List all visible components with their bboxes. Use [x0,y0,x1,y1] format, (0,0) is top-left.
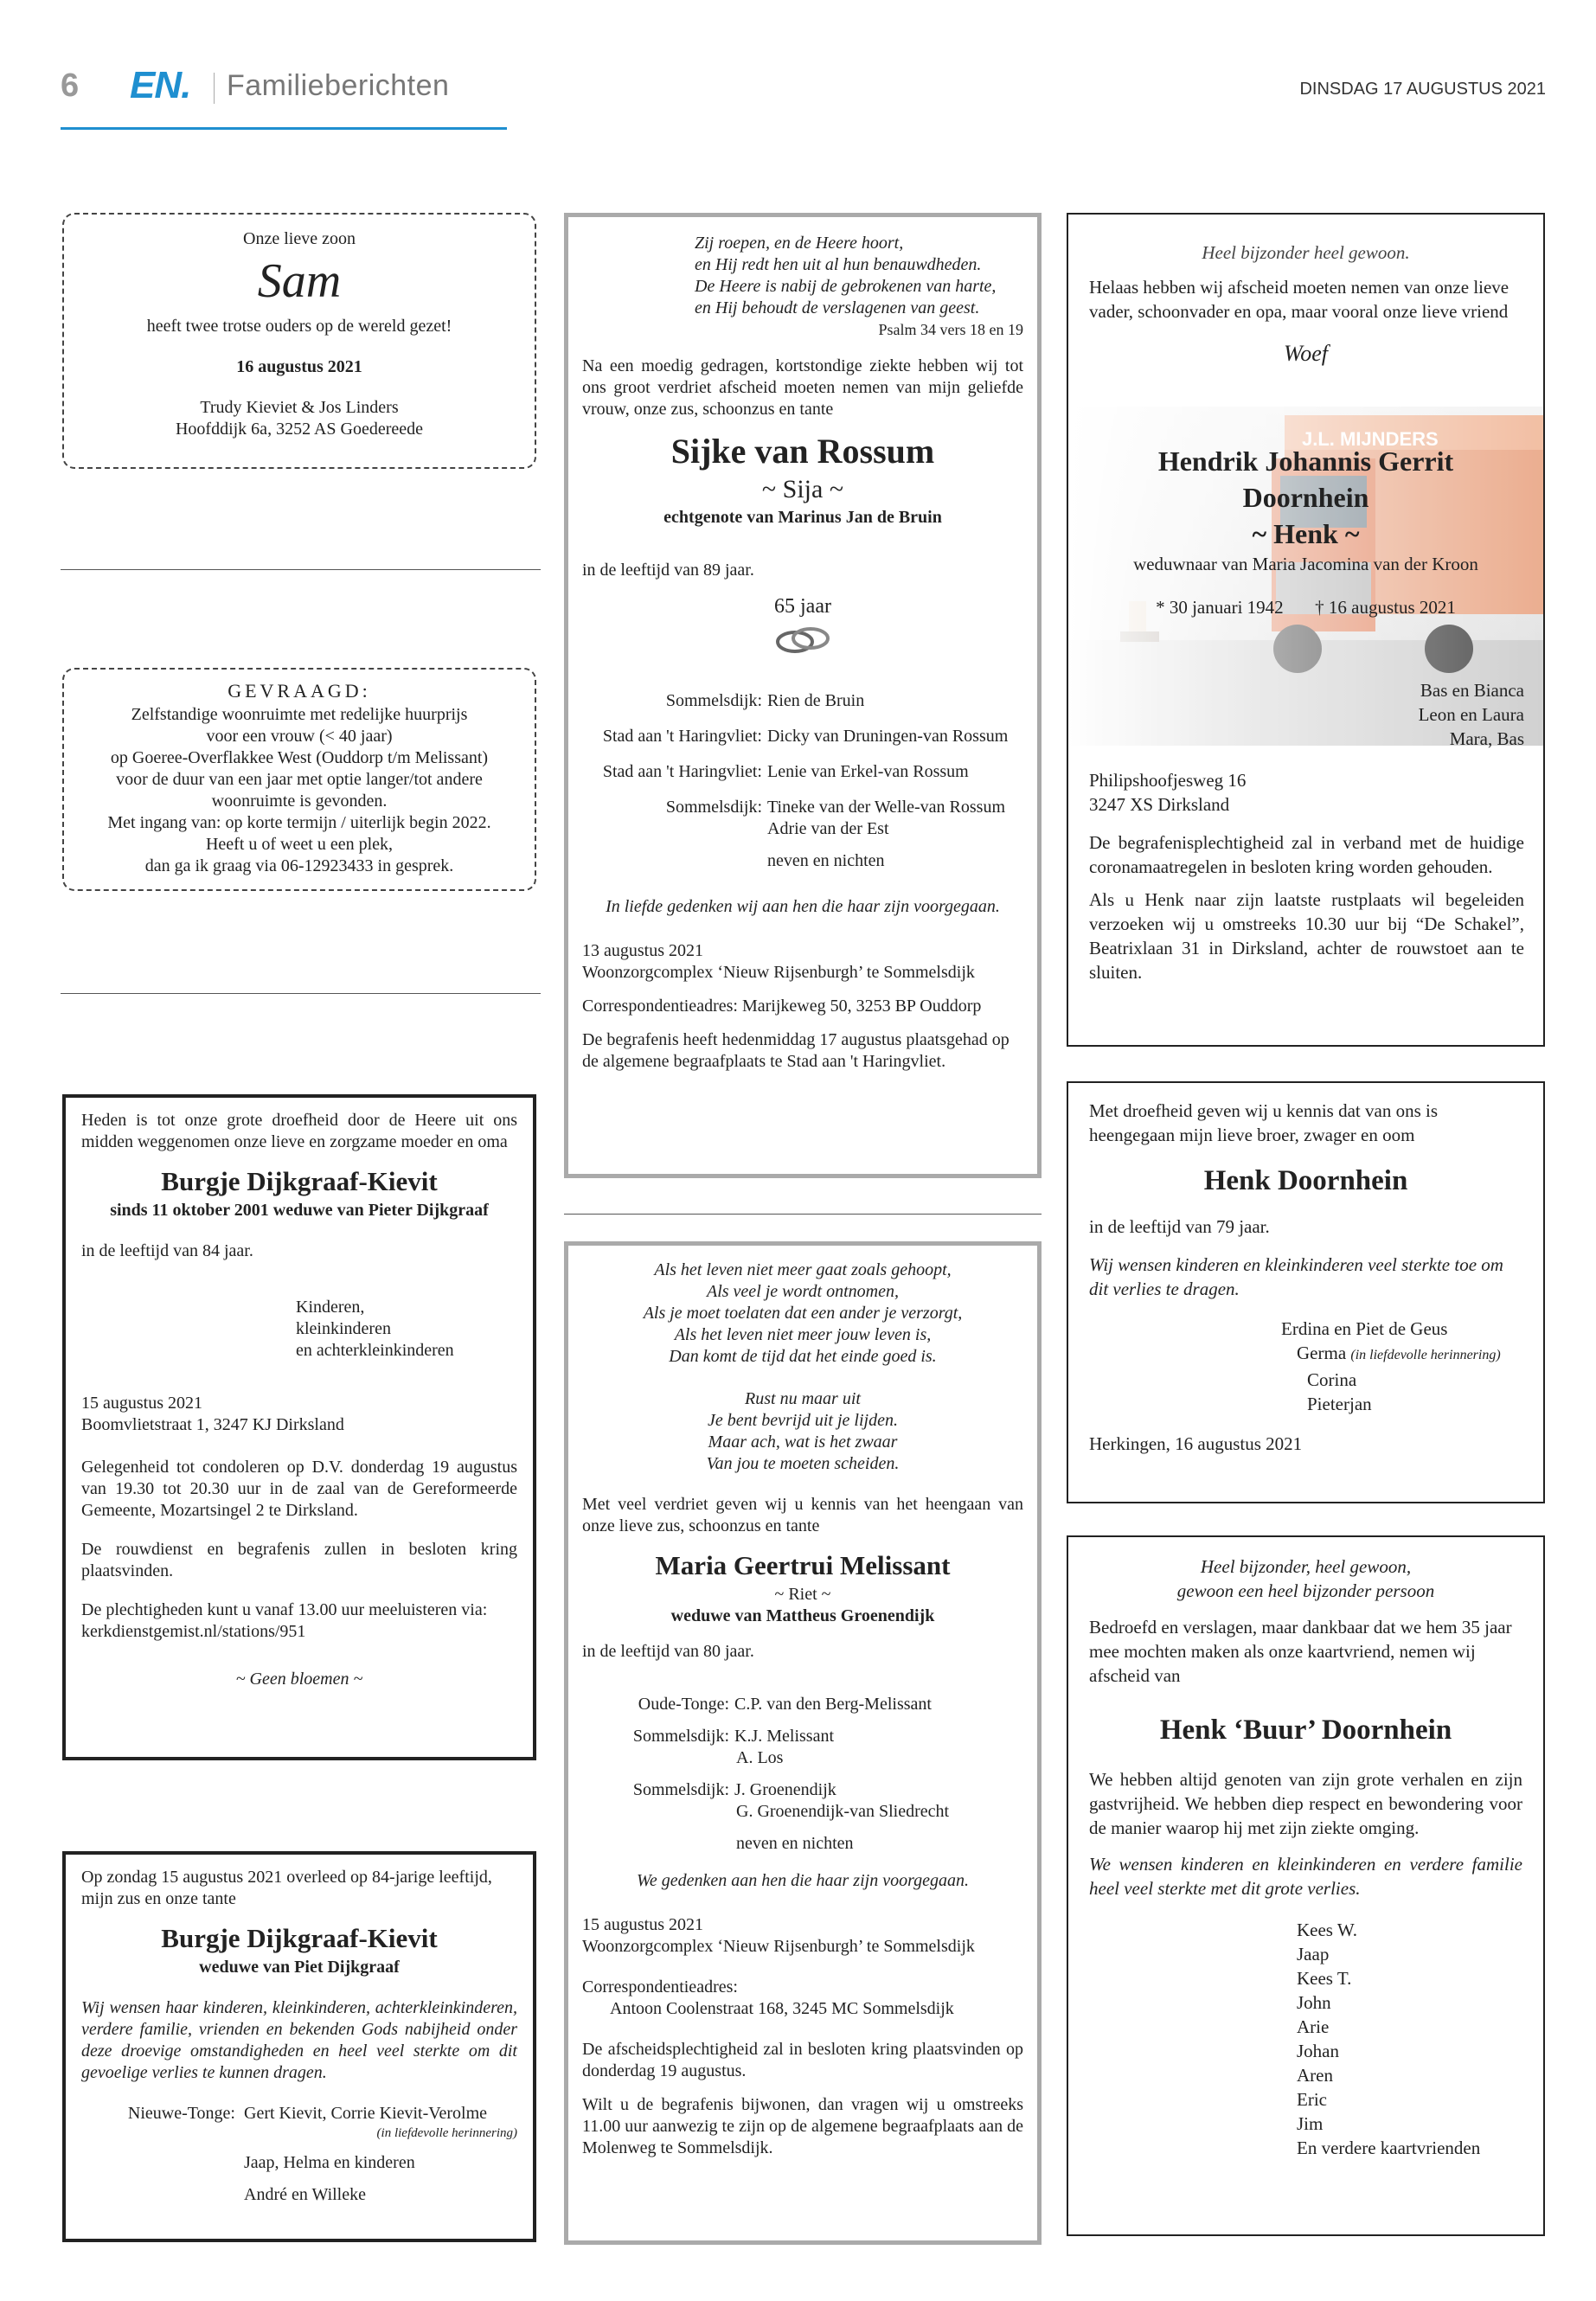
hendrik-names [1068,443,1543,619]
wanted-title: GEVRAAGD: [228,680,371,702]
henk3-intro: Bedroefd en verslagen, maar dankbaar dat we hem 35 jaar mee mochten maken als onze kaartvriend, nemen wij afscheid van [1089,1617,1512,1686]
sijke-nick: ~ Sija ~ [761,475,844,503]
maria-corr-label: Correspondentieadres: [582,1977,738,1997]
friend-name: Arie [1297,2016,1330,2037]
hendrik-funeral: De begrafenisplechtigheid zal in verband met de huidige coronamaatregelen in besloten kring worden gehouden. [1089,832,1524,877]
henk2-family [1281,1317,1522,1416]
hendrik-address-2: 3247 XS Dirksland [1089,794,1230,815]
sijke-name: Sijke van Rossum [670,432,935,471]
family-row [582,1779,1023,1801]
henk2-place-date: Herkingen, 16 augustus 2021 [1089,1433,1303,1454]
divider [61,569,541,570]
maria-place: Woonzorgcomplex ‘Nieuw Rijsenburgh’ te Sommelsdijk [582,1937,975,1956]
verse-line: en Hij redt hen uit al hun benauwdheden. [695,255,982,274]
family-place: Stad aan 't Haringvliet: [602,762,762,781]
obituary-burgje-1 [62,1094,536,1760]
wanted-line: voor een vrouw (< 40 jaar) [206,727,393,746]
burgje2-intro: Op zondag 15 augustus 2021 overleed op 84-jarige leeftijd, mijn zus en onze tante [81,1868,492,1908]
family-line: Kinderen, [296,1298,365,1317]
burgje1-sub: sinds 11 oktober 2001 weduwe van Pieter Dijkgraaf [110,1201,489,1220]
maria-poem-2 [582,1388,1023,1475]
family-nephews: neven en nichten [767,851,885,870]
henk3-name: Henk ‘Buur’ Doornhein [1159,1715,1452,1746]
friend-name: Kees T. [1297,1968,1352,1989]
hendrik-nick-2: ~ Henk ~ [1252,518,1360,549]
wanted-line: dan ga ik graag via 06-12923433 in gesprek. [144,856,454,875]
poem-line: Als je moet toelaten dat een ander je verzorgt, [643,1304,963,1323]
family-place: Sommelsdijk: [632,1780,729,1799]
maria-memory: We gedenken aan hen die haar zijn voorgegaan. [637,1871,969,1890]
family-names: Tineke van der Welle-van Rossum [767,798,1006,817]
sam-address: Hoofddijk 6a, 3252 AS Goedereede [175,420,424,439]
poem-line: Maar ach, wat is het zwaar [708,1433,898,1452]
family-place: Sommelsdijk: [665,691,762,710]
hendrik-address-1: Philipshoofjesweg 16 [1089,770,1247,791]
family-place: Stad aan 't Haringvliet: [602,727,762,746]
hendrik-intro: Helaas hebben wij afscheid moeten nemen van onze lieve vader, schoonvader en opa, maar vooral onze lieve vriend [1089,277,1509,322]
rings-icon [582,623,1023,657]
burgje1-family [296,1297,517,1362]
hendrik-nick1: Woef [1283,341,1329,366]
henk2-intro: Met droefheid geven wij u kennis dat van ons is heengegaan mijn lieve broer, zwager en oom [1089,1100,1438,1145]
obituary-maria [564,1241,1042,2245]
maria-age: in de leeftijd van 80 jaar. [582,1642,754,1661]
poem-line: Als veel je wordt ontnomen, [707,1282,899,1301]
sijke-funeral: De begrafenis heeft hedenmiddag 17 augustus plaatsgehad op de algemene begraafplaats te Stad aan 't Haringvliet. [582,1030,1010,1071]
poem-line: Als het leven niet meer gaat zoals gehoopt, [654,1260,952,1279]
wanted-line: Met ingang van: op korte termijn / uiterlijk begin 2022. [107,813,491,832]
family-names: C.P. van den Berg-Melissant [734,1695,932,1714]
burgje2-wish: Wij wensen haar kinderen, kleinkinderen, achterkleinkinderen, verdere familie, vrienden en bekenden Gods nabijheid onder deze droevige omstandigheden en heel veel sterkte om dit gevoelige verlies te kunnen dragen. [81,1998,517,2082]
family-nephews: neven en nichten [736,1834,854,1853]
maria-name: Maria Geertrui Melissant [655,1550,951,1580]
family-names: A. Los [736,1748,784,1767]
hendrik-footer [1089,768,1524,984]
family-names: K.J. Melissant [734,1727,834,1746]
sijke-corr: Correspondentieadres: Marijkeweg 50, 3253 BP Ouddorp [582,997,982,1016]
burgje1-condole: Gelegenheid tot condoleren op D.V. donderdag 19 augustus van 19.30 tot 20.30 uur in de zaal van de Gereformeerde Gemeente, Mozartsingel 2 te Dirksland. [81,1458,517,1520]
obituary-henk-doornhein [1067,1081,1545,1503]
family-row [582,761,1023,783]
family-row [582,1726,1023,1747]
family-names: Rien de Bruin [767,691,865,710]
henk2-age: in de leeftijd van 79 jaar. [1089,1216,1270,1237]
family-names: Dicky van Druningen-van Rossum [767,727,1009,746]
friend-name: Johan [1297,2041,1339,2061]
en-logo: EN. [130,64,191,106]
wanted-line: op Goeree-Overflakkee West (Ouddorp t/m Melissant) [110,748,489,767]
maria-intro: Met veel verdriet geven wij u kennis van het heengaan van onze lieve zus, schoonzus en tante [582,1495,1023,1535]
maria-service: De afscheidsplechtigheid zal in besloten kring plaatsvinden op donderdag 19 augustus. [582,2040,1023,2080]
sijke-age: in de leeftijd van 89 jaar. [582,561,754,580]
obituary-henk-buur [1067,1535,1545,2236]
family-name: Germa [1297,1343,1347,1363]
sam-intro: Onze lieve zoon [243,229,356,248]
henk3-motto-1: Heel bijzonder, heel gewoon, [1200,1556,1412,1577]
sijke-years: 65 jaar [774,595,831,618]
family-line: Bas en Bianca [1420,680,1524,701]
verse-line: De Heere is nabij de gebrokenen van harte, [695,277,997,296]
friend-name: Aren [1297,2065,1333,2086]
hendrik-died: † 16 augustus 2021 [1315,597,1456,618]
burgje2-names3: André en Willeke [244,2185,366,2204]
hendrik-family [1419,678,1524,751]
hendrik-dates [1068,595,1543,619]
wanted-line: voor de duur van een jaar met optie langer/tot andere [116,770,483,789]
henk3-motto-2: gewoon een heel bijzonder persoon [1176,1580,1435,1601]
burgje1-service: De rouwdienst en begrafenis zullen in besloten kring plaatsvinden. [81,1540,517,1580]
family-place: Nieuwe-Tonge: [127,2104,235,2123]
burgje2-family-row [81,2103,517,2125]
burgje1-intro: Heden is tot onze grote droefheid door de Heere uit ons midden weggenomen onze lieve en zorgzame moeder en oma [81,1111,517,1151]
sijke-place: Woonzorgcomplex ‘Nieuw Rijsenburgh’ te Sommelsdijk [582,963,975,982]
burgje1-flowers: ~ Geen bloemen ~ [235,1670,363,1689]
wanted-line: woonruimte is gevonden. [211,792,388,811]
maria-poem-1 [582,1259,1023,1368]
hendrik-name-1: Hendrik Johannis Gerrit [1157,445,1454,477]
sam-date: 16 augustus 2021 [236,357,362,376]
family-line: Pieterjan [1307,1394,1372,1414]
maria-family [582,1694,1023,1855]
family-names: J. Groenendijk [734,1780,836,1799]
burgje1-listen: De plechtigheden kunt u vanaf 13.00 uur meeluisteren via: kerkdienstgemist.nl/stations/951 [81,1600,488,1641]
family-line: Leon en Laura [1418,704,1524,725]
hendrik-sub: weduwnaar van Maria Jacomina van der Kroon [1133,554,1478,574]
friend-name: John [1297,1992,1331,2013]
family-line: Mara, Bas [1449,728,1524,749]
maria-sub: weduwe van Mattheus Groenendijk [670,1606,935,1625]
burgje1-date: 15 augustus 2021 [81,1394,202,1413]
family-line: Erdina en Piet de Geus [1281,1318,1448,1339]
family-line: Corina [1307,1369,1357,1390]
family-names: Lenie van Erkel-van Rossum [767,762,969,781]
friend-name: Jaap [1297,1944,1330,1965]
sijke-verse-ref: Psalm 34 vers 18 en 19 [878,321,1023,338]
burgje1-age: in de leeftijd van 84 jaar. [81,1241,253,1260]
family-line [1297,1341,1522,1368]
family-line: kleinkinderen [296,1319,391,1338]
obituary-burgje-2 [62,1851,536,2242]
hendrik-name-2: Doornhein [1242,482,1369,513]
obituary-sijke [564,213,1042,1178]
poem-line: Als het leven niet meer jouw leven is, [674,1325,932,1344]
page-date: DINSDAG 17 AUGUSTUS 2021 [1299,80,1546,99]
maria-corr: Antoon Coolenstraat 168, 3245 MC Sommelsdijk [610,1999,954,2018]
sam-name: Sam [257,254,342,308]
henk3-text: We hebben altijd genoten van zijn grote verhalen en zijn gastvrijheid. We hebben diep respect en bewondering voor de manier waarop hij met zijn ziekte omging. [1089,1769,1522,1838]
rings-icon-svg [772,623,833,657]
sam-line: heeft twee trotse ouders op de wereld gezet! [146,317,452,336]
wanted-line: Heeft u of weet u een plek, [205,835,393,854]
hendrik-invite: Als u Henk naar zijn laatste rustplaats wil begeleiden verzoeken wij u omstreeks 10.30 uur bij “De Schakel”, Beatrixlaan 31 in Dirksland, achter de rouwstoet aan te sluiten. [1089,889,1524,983]
burgje1-name: Burgje Dijkgraaf-Kievit [161,1166,438,1196]
verse-line: en Hij behoudt de verslagenen van geest. [695,298,980,317]
family-row [582,1694,1023,1715]
sijke-sub: echtgenote van Marinus Jan de Bruin [663,508,942,527]
family-row [582,690,1023,712]
friend-name: Jim [1297,2113,1324,2134]
poem-line: Dan komt de tijd dat het einde goed is. [669,1347,937,1366]
sijke-memory: In liefde gedenken wij aan hen die haar zijn voorgegaan. [606,897,1000,916]
family-place: Sommelsdijk: [632,1727,729,1746]
divider [61,993,541,994]
henk3-wish: We wensen kinderen en kleinkinderen en verdere familie heel veel sterkte met dit grote verlies. [1089,1854,1522,1899]
header-underline [61,127,507,130]
family-extra: Adrie van der Est [767,819,889,838]
maria-funeral: Wilt u de begrafenis bijwonen, dan vragen wij u omstreeks 11.00 uur aanwezig te zijn op de algemene begraafplaats aan de Molenweg te Sommelsdijk. [582,2095,1023,2157]
friend-name: Eric [1297,2089,1327,2110]
burgje2-memory: (in liefdevolle herinnering) [376,2126,517,2140]
sijke-date: 13 augustus 2021 [582,941,703,960]
family-line: en achterkleinkinderen [296,1341,454,1360]
poem-line: Je bent bevrijd uit je lijden. [708,1411,898,1430]
wanted-text [64,704,535,877]
sijke-verse [695,233,1023,319]
hendrik-born: * 30 januari 1942 [1156,597,1284,618]
family-row [582,797,1023,818]
family-names: G. Groenendijk-van Sliedrecht [736,1802,950,1821]
burgje2-sub: weduwe van Piet Dijkgraaf [199,1958,400,1977]
wanted-line: Zelfstandige woonruimte met redelijke huurprijs [131,705,468,724]
henk2-name: Henk Doornhein [1203,1165,1408,1196]
burgje2-name: Burgje Dijkgraaf-Kievit [161,1923,438,1953]
family-row [582,726,1023,747]
family-place: Oude-Tonge: [638,1695,729,1714]
hendrik-motto: Heel bijzonder heel gewoon. [1202,242,1410,263]
obituary-hendrik [1067,213,1545,1047]
verse-line: Zij roepen, en de Heere hoort, [695,234,904,253]
family-memory: (in liefdevolle herinnering) [1350,1348,1501,1362]
sijke-family [582,690,1023,872]
burgje2-names2: Jaap, Helma en kinderen [244,2153,415,2172]
family-place: Sommelsdijk: [665,798,762,817]
burgje1-address: Boomvlietstraat 1, 3247 KJ Dirksland [81,1415,344,1434]
poem-line: Rust nu maar uit [745,1389,861,1408]
sam-parents: Trudy Kieviet & Jos Linders [200,398,399,417]
maria-nick: ~ Riet ~ [774,1585,831,1604]
friend-name: En verdere kaartvrienden [1297,2138,1481,2158]
header-divider [214,73,215,104]
birth-announcement-sam [62,213,536,469]
poem-line: Van jou te moeten scheiden. [706,1454,900,1473]
family-names: Gert Kievit, Corrie Kievit-Verolme [244,2104,488,2123]
divider [564,1214,1042,1215]
friend-name: Kees W. [1297,1920,1357,1940]
wanted-ad [62,668,536,891]
page-number: 6 [61,67,80,104]
maria-date: 15 augustus 2021 [582,1915,703,1934]
henk3-names [1297,1918,1522,2160]
henk2-wish: Wij wensen kinderen en kleinkinderen veel sterkte toe om dit verlies te dragen. [1089,1254,1503,1299]
section-title: Familieberichten [227,69,450,102]
sijke-intro: Na een moedig gedragen, kortstondige ziekte hebben wij tot ons groot verdriet afscheid moeten nemen van mijn geliefde vrouw, onze zus, schoonzus en tante [582,356,1023,419]
